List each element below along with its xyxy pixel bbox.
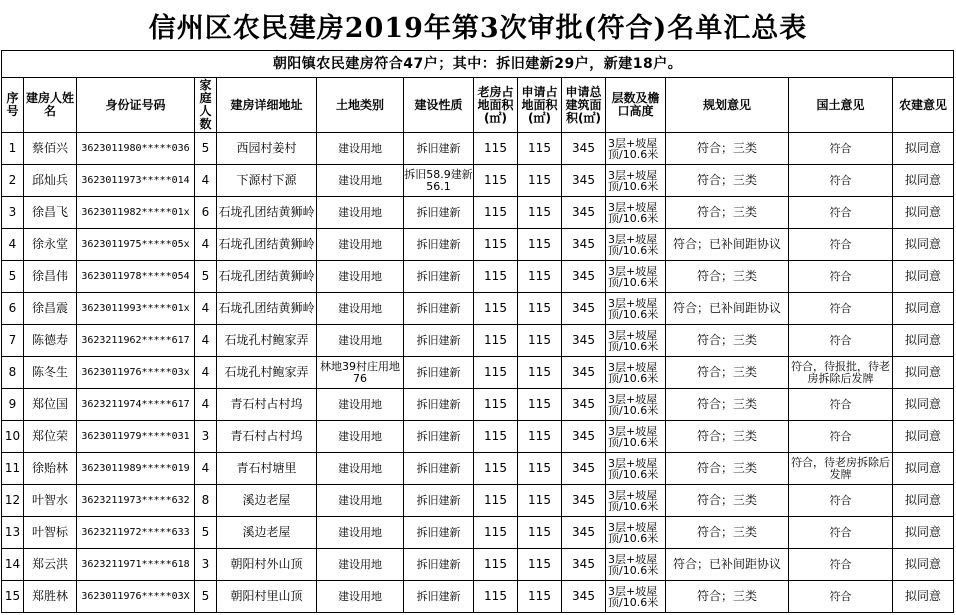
- id-number-cell: 3623011980*****036: [77, 133, 195, 165]
- column-header: 申请占地面积(㎡): [518, 78, 562, 133]
- planning-opinion-cell: 符合；三类: [666, 517, 789, 549]
- agri-opinion-cell: 拟同意: [893, 133, 954, 165]
- old-area-cell: 115: [474, 229, 518, 261]
- approval-table: [1, 50, 954, 613]
- column-header: 家庭人数: [195, 78, 217, 133]
- planning-opinion-cell: 符合；三类: [666, 165, 789, 197]
- id-number-cell: 3623011976*****03x: [77, 357, 195, 389]
- land-type-cell: 建设用地: [317, 133, 404, 165]
- old-area-cell: 115: [474, 421, 518, 453]
- planning-opinion-cell: 符合；三类: [666, 197, 789, 229]
- floors-height-cell: 3层+坡屋顶/10.6米: [606, 229, 666, 261]
- applicant-name-cell: 邱灿兵: [24, 165, 77, 197]
- applicant-name-cell: 郑胜林: [24, 581, 77, 613]
- column-header: 层数及檐口高度: [606, 78, 666, 133]
- floors-height-cell: 3层+坡屋顶/10.6米: [606, 133, 666, 165]
- table-row: [2, 133, 954, 165]
- land-opinion-cell: 符合: [789, 261, 893, 293]
- floors-height-cell: 3层+坡屋顶/10.6米: [606, 485, 666, 517]
- agri-opinion-cell: 拟同意: [893, 229, 954, 261]
- id-number-cell: 3623011993*****01x: [77, 293, 195, 325]
- build-area-cell: 345: [562, 293, 606, 325]
- old-area-cell: 115: [474, 293, 518, 325]
- address-cell: 石垅孔村鲍家弄: [217, 325, 317, 357]
- id-number-cell: 3623011973*****014: [77, 165, 195, 197]
- planning-opinion-cell: 符合；三类: [666, 133, 789, 165]
- apply-area-cell: 115: [518, 389, 562, 421]
- row-number-cell: 4: [2, 229, 24, 261]
- build-area-cell: 345: [562, 549, 606, 581]
- old-area-cell: 115: [474, 453, 518, 485]
- family-size-cell: 5: [195, 517, 217, 549]
- planning-opinion-cell: 符合；三类: [666, 389, 789, 421]
- row-number-cell: 6: [2, 293, 24, 325]
- land-opinion-cell: 符合: [789, 517, 893, 549]
- land-opinion-cell: 符合: [789, 229, 893, 261]
- agri-opinion-cell: 拟同意: [893, 325, 954, 357]
- apply-area-cell: 115: [518, 453, 562, 485]
- land-opinion-cell: 符合: [789, 133, 893, 165]
- family-size-cell: 4: [195, 229, 217, 261]
- build-nature-cell: 拆旧58.9建新56.1: [404, 165, 474, 197]
- row-number-cell: 14: [2, 549, 24, 581]
- apply-area-cell: 115: [518, 229, 562, 261]
- agri-opinion-cell: 拟同意: [893, 165, 954, 197]
- apply-area-cell: 115: [518, 165, 562, 197]
- agri-opinion-cell: 拟同意: [893, 549, 954, 581]
- family-size-cell: 5: [195, 133, 217, 165]
- old-area-cell: 115: [474, 325, 518, 357]
- apply-area-cell: 115: [518, 549, 562, 581]
- id-number-cell: 3623011976*****03X: [77, 581, 195, 613]
- column-header: 序号: [2, 78, 24, 133]
- planning-opinion-cell: 符合；三类: [666, 485, 789, 517]
- address-cell: 溪边老屋: [217, 485, 317, 517]
- applicant-name-cell: 蔡佰兴: [24, 133, 77, 165]
- land-opinion-cell: 符合，待报批，待老房拆除后发牌: [789, 357, 893, 389]
- floors-height-cell: 3层+坡屋顶/10.6米: [606, 197, 666, 229]
- agri-opinion-cell: 拟同意: [893, 357, 954, 389]
- column-header: 土地类别: [317, 78, 404, 133]
- build-area-cell: 345: [562, 357, 606, 389]
- apply-area-cell: 115: [518, 485, 562, 517]
- table-row: [2, 357, 954, 389]
- land-type-cell: 建设用地: [317, 197, 404, 229]
- page-title: 信州区农民建房2019年第3次审批(符合)名单汇总表: [148, 12, 808, 44]
- agri-opinion-cell: 拟同意: [893, 421, 954, 453]
- build-area-cell: 345: [562, 421, 606, 453]
- applicant-name-cell: 徐昌飞: [24, 197, 77, 229]
- build-area-cell: 345: [562, 453, 606, 485]
- id-number-cell: 3623011975*****05x: [77, 229, 195, 261]
- table-row: [2, 389, 954, 421]
- column-header: 老房占地面积(㎡): [474, 78, 518, 133]
- address-cell: 石垅孔团结黄狮岭: [217, 293, 317, 325]
- build-nature-cell: 拆旧建新: [404, 133, 474, 165]
- build-area-cell: 345: [562, 581, 606, 613]
- id-number-cell: 3623211973*****632: [77, 485, 195, 517]
- address-cell: 朝阳村外山顶: [217, 549, 317, 581]
- family-size-cell: 8: [195, 485, 217, 517]
- applicant-name-cell: 陈冬生: [24, 357, 77, 389]
- address-cell: 青石村占村坞: [217, 421, 317, 453]
- land-opinion-cell: 符合: [789, 389, 893, 421]
- land-type-cell: 建设用地: [317, 517, 404, 549]
- row-number-cell: 10: [2, 421, 24, 453]
- table-row: [2, 581, 954, 613]
- agri-opinion-cell: 拟同意: [893, 261, 954, 293]
- applicant-name-cell: 郑云洪: [24, 549, 77, 581]
- planning-opinion-cell: 符合；三类: [666, 581, 789, 613]
- land-type-cell: 建设用地: [317, 229, 404, 261]
- table-row: [2, 549, 954, 581]
- row-number-cell: 3: [2, 197, 24, 229]
- row-number-cell: 11: [2, 453, 24, 485]
- family-size-cell: 4: [195, 293, 217, 325]
- planning-opinion-cell: 符合；三类: [666, 261, 789, 293]
- table-row: [2, 261, 954, 293]
- agri-opinion-cell: 拟同意: [893, 485, 954, 517]
- family-size-cell: 4: [195, 165, 217, 197]
- applicant-name-cell: 郑位国: [24, 389, 77, 421]
- table-subtitle: 朝阳镇农民建房符合47户；其中：拆旧建新29户，新建18户。: [2, 51, 954, 78]
- table-row: [2, 485, 954, 517]
- table-row: [2, 197, 954, 229]
- row-number-cell: 2: [2, 165, 24, 197]
- table-row: [2, 453, 954, 485]
- floors-height-cell: 3层+坡屋顶/10.6米: [606, 453, 666, 485]
- applicant-name-cell: 郑位荣: [24, 421, 77, 453]
- address-cell: 石垅孔团结黄狮岭: [217, 261, 317, 293]
- planning-opinion-cell: 符合；已补间距协议: [666, 293, 789, 325]
- family-size-cell: 4: [195, 357, 217, 389]
- agri-opinion-cell: 拟同意: [893, 389, 954, 421]
- land-opinion-cell: 符合: [789, 165, 893, 197]
- table-row: [2, 165, 954, 197]
- planning-opinion-cell: 符合；三类: [666, 453, 789, 485]
- id-number-cell: 3623211971*****618: [77, 549, 195, 581]
- build-area-cell: 345: [562, 133, 606, 165]
- agri-opinion-cell: 拟同意: [893, 197, 954, 229]
- land-type-cell: 建设用地: [317, 421, 404, 453]
- build-area-cell: 345: [562, 197, 606, 229]
- floors-height-cell: 3层+坡屋顶/10.6米: [606, 549, 666, 581]
- build-nature-cell: 拆旧建新: [404, 421, 474, 453]
- family-size-cell: 4: [195, 389, 217, 421]
- old-area-cell: 115: [474, 165, 518, 197]
- build-nature-cell: 拆旧建新: [404, 325, 474, 357]
- applicant-name-cell: 徐永堂: [24, 229, 77, 261]
- agri-opinion-cell: 拟同意: [893, 293, 954, 325]
- id-number-cell: 3623011982*****01x: [77, 197, 195, 229]
- build-nature-cell: 拆旧建新: [404, 517, 474, 549]
- build-nature-cell: 拆旧建新: [404, 261, 474, 293]
- build-nature-cell: 拆旧建新: [404, 581, 474, 613]
- build-area-cell: 345: [562, 389, 606, 421]
- row-number-cell: 1: [2, 133, 24, 165]
- floors-height-cell: 3层+坡屋顶/10.6米: [606, 293, 666, 325]
- table-row: [2, 293, 954, 325]
- row-number-cell: 5: [2, 261, 24, 293]
- land-opinion-cell: 符合: [789, 549, 893, 581]
- column-header: 农建意见: [893, 78, 954, 133]
- apply-area-cell: 115: [518, 133, 562, 165]
- old-area-cell: 115: [474, 261, 518, 293]
- row-number-cell: 15: [2, 581, 24, 613]
- land-type-cell: 建设用地: [317, 485, 404, 517]
- old-area-cell: 115: [474, 485, 518, 517]
- family-size-cell: 4: [195, 453, 217, 485]
- land-opinion-cell: 符合: [789, 325, 893, 357]
- id-number-cell: 3623211972*****633: [77, 517, 195, 549]
- row-number-cell: 9: [2, 389, 24, 421]
- address-cell: 青石村占村坞: [217, 389, 317, 421]
- land-opinion-cell: 符合: [789, 293, 893, 325]
- column-header: 国土意见: [789, 78, 893, 133]
- planning-opinion-cell: 符合；三类: [666, 421, 789, 453]
- planning-opinion-cell: 符合；三类: [666, 325, 789, 357]
- old-area-cell: 115: [474, 549, 518, 581]
- applicant-name-cell: 叶智标: [24, 517, 77, 549]
- apply-area-cell: 115: [518, 197, 562, 229]
- build-area-cell: 345: [562, 165, 606, 197]
- planning-opinion-cell: 符合；三类: [666, 357, 789, 389]
- old-area-cell: 115: [474, 581, 518, 613]
- land-type-cell: 建设用地: [317, 549, 404, 581]
- land-type-cell: 建设用地: [317, 453, 404, 485]
- address-cell: 溪边老屋: [217, 517, 317, 549]
- applicant-name-cell: 叶智水: [24, 485, 77, 517]
- column-header: 建设性质: [404, 78, 474, 133]
- address-cell: 青石村塘里: [217, 453, 317, 485]
- land-opinion-cell: 符合: [789, 421, 893, 453]
- old-area-cell: 115: [474, 197, 518, 229]
- build-area-cell: 345: [562, 229, 606, 261]
- table-row: [2, 229, 954, 261]
- column-header: 身份证号码: [77, 78, 195, 133]
- land-opinion-cell: 符合: [789, 197, 893, 229]
- applicant-name-cell: 徐昌伟: [24, 261, 77, 293]
- floors-height-cell: 3层+坡屋顶/10.6米: [606, 517, 666, 549]
- id-number-cell: 3623011989*****019: [77, 453, 195, 485]
- old-area-cell: 115: [474, 517, 518, 549]
- id-number-cell: 3623011979*****031: [77, 421, 195, 453]
- floors-height-cell: 3层+坡屋顶/10.6米: [606, 261, 666, 293]
- apply-area-cell: 115: [518, 421, 562, 453]
- column-header: 申请总建筑面积(㎡): [562, 78, 606, 133]
- row-number-cell: 12: [2, 485, 24, 517]
- id-number-cell: 3623211974*****617: [77, 389, 195, 421]
- address-cell: 石垅孔团结黄狮岭: [217, 229, 317, 261]
- agri-opinion-cell: 拟同意: [893, 453, 954, 485]
- build-area-cell: 345: [562, 485, 606, 517]
- row-number-cell: 8: [2, 357, 24, 389]
- family-size-cell: 5: [195, 581, 217, 613]
- address-cell: 石垅孔村鲍家弄: [217, 357, 317, 389]
- column-header: 建房人姓名: [24, 78, 77, 133]
- applicant-name-cell: 陈德寿: [24, 325, 77, 357]
- land-type-cell: 林地39村庄用地76: [317, 357, 404, 389]
- row-number-cell: 13: [2, 517, 24, 549]
- floors-height-cell: 3层+坡屋顶/10.6米: [606, 389, 666, 421]
- apply-area-cell: 115: [518, 261, 562, 293]
- land-type-cell: 建设用地: [317, 293, 404, 325]
- apply-area-cell: 115: [518, 325, 562, 357]
- old-area-cell: 115: [474, 133, 518, 165]
- build-nature-cell: 拆旧建新: [404, 485, 474, 517]
- floors-height-cell: 3层+坡屋顶/10.6米: [606, 421, 666, 453]
- floors-height-cell: 3层+坡屋顶/10.6米: [606, 581, 666, 613]
- land-type-cell: 建设用地: [317, 165, 404, 197]
- land-type-cell: 建设用地: [317, 389, 404, 421]
- address-cell: 西园村姜村: [217, 133, 317, 165]
- row-number-cell: 7: [2, 325, 24, 357]
- agri-opinion-cell: 拟同意: [893, 517, 954, 549]
- column-header: 规划意见: [666, 78, 789, 133]
- family-size-cell: 3: [195, 549, 217, 581]
- address-cell: 下源村下源: [217, 165, 317, 197]
- build-nature-cell: 拆旧建新: [404, 357, 474, 389]
- id-number-cell: 3623011978*****054: [77, 261, 195, 293]
- old-area-cell: 115: [474, 389, 518, 421]
- applicant-name-cell: 徐昌震: [24, 293, 77, 325]
- floors-height-cell: 3层+坡屋顶/10.6米: [606, 165, 666, 197]
- land-type-cell: 建设用地: [317, 581, 404, 613]
- land-type-cell: 建设用地: [317, 261, 404, 293]
- table-header-row: [2, 78, 954, 133]
- build-nature-cell: 拆旧建新: [404, 197, 474, 229]
- family-size-cell: 4: [195, 325, 217, 357]
- build-nature-cell: 拆旧建新: [404, 293, 474, 325]
- planning-opinion-cell: 符合；已补间距协议: [666, 549, 789, 581]
- land-type-cell: 建设用地: [317, 325, 404, 357]
- floors-height-cell: 3层+坡屋顶/10.6米: [606, 357, 666, 389]
- address-cell: 朝阳村里山顶: [217, 581, 317, 613]
- agri-opinion-cell: 拟同意: [893, 581, 954, 613]
- applicant-name-cell: 徐贻林: [24, 453, 77, 485]
- planning-opinion-cell: 符合；已补间距协议: [666, 229, 789, 261]
- family-size-cell: 6: [195, 197, 217, 229]
- build-nature-cell: 拆旧建新: [404, 229, 474, 261]
- build-area-cell: 345: [562, 261, 606, 293]
- apply-area-cell: 115: [518, 293, 562, 325]
- land-opinion-cell: 符合，待老房拆除后发牌: [789, 453, 893, 485]
- family-size-cell: 5: [195, 261, 217, 293]
- address-cell: 石垅孔团结黄狮岭: [217, 197, 317, 229]
- table-row: [2, 421, 954, 453]
- family-size-cell: 3: [195, 421, 217, 453]
- apply-area-cell: 115: [518, 581, 562, 613]
- build-nature-cell: 拆旧建新: [404, 389, 474, 421]
- table-row: [2, 517, 954, 549]
- apply-area-cell: 115: [518, 357, 562, 389]
- build-area-cell: 345: [562, 325, 606, 357]
- table-row: [2, 325, 954, 357]
- id-number-cell: 3623211962*****617: [77, 325, 195, 357]
- land-opinion-cell: 符合: [789, 581, 893, 613]
- build-area-cell: 345: [562, 517, 606, 549]
- old-area-cell: 115: [474, 357, 518, 389]
- build-nature-cell: 拆旧建新: [404, 453, 474, 485]
- floors-height-cell: 3层+坡屋顶/10.6米: [606, 325, 666, 357]
- column-header: 建房详细地址: [217, 78, 317, 133]
- land-opinion-cell: 符合: [789, 485, 893, 517]
- apply-area-cell: 115: [518, 517, 562, 549]
- build-nature-cell: 拆旧建新: [404, 549, 474, 581]
